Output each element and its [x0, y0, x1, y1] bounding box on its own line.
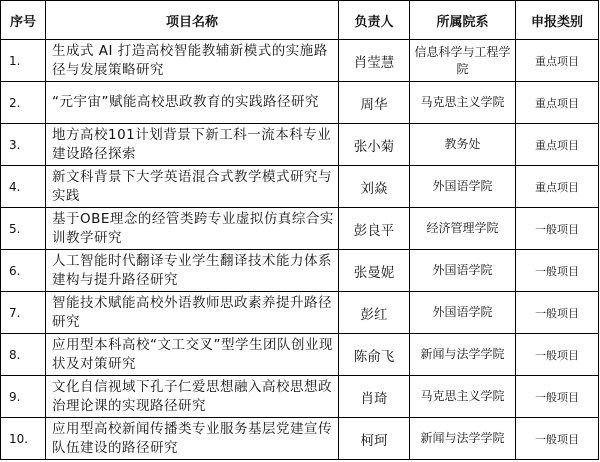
row-number: 3.: [1, 124, 46, 166]
row-number: 9.: [1, 376, 46, 418]
table-row: [1, 208, 599, 250]
college: 外国语学院: [410, 250, 516, 292]
person-in-charge: 柯珂: [339, 418, 410, 460]
category: 重点项目: [516, 82, 599, 124]
row-number: 10.: [1, 418, 46, 460]
project-name: “元宇宙”赋能高校思政教育的实践路径研究: [46, 82, 339, 124]
table-row: [1, 82, 599, 124]
person-in-charge: 肖莹慧: [339, 40, 410, 82]
person-in-charge: 张曼妮: [339, 250, 410, 292]
header-person-in-charge: 负责人: [339, 1, 410, 40]
category: 重点项目: [516, 40, 599, 82]
college: 新闻与法学学院: [410, 418, 516, 460]
college: 经济管理学院: [410, 208, 516, 250]
college: 外国语学院: [410, 292, 516, 334]
table-row: [1, 376, 599, 418]
row-number: 6.: [1, 250, 46, 292]
college: 新闻与法学学院: [410, 334, 516, 376]
project-name: 地方高校101计划背景下新工科一流本科专业建设路径探索: [46, 124, 339, 166]
project-name: 应用型高校新闻传播类专业服务基层党建宣传队伍建设的路径研究: [46, 418, 339, 460]
row-number: 4.: [1, 166, 46, 208]
project-name: 智能技术赋能高校外语教师思政素养提升路径研究: [46, 292, 339, 334]
college: 外国语学院: [410, 166, 516, 208]
table-row: [1, 166, 599, 208]
category: 重点项目: [516, 124, 599, 166]
table-row: [1, 124, 599, 166]
project-name: 新文科背景下大学英语混合式教学模式研究与实践: [46, 166, 339, 208]
table-row: [1, 40, 599, 82]
category: 一般项目: [516, 334, 599, 376]
college: 马克思主义学院: [410, 376, 516, 418]
college: 信息科学与工程学院: [410, 40, 516, 82]
table-row: [1, 334, 599, 376]
person-in-charge: 周华: [339, 82, 410, 124]
row-number: 2.: [1, 82, 46, 124]
header-serial-number: 序号: [1, 1, 46, 40]
header-category: 申报类别: [516, 1, 599, 40]
category: 一般项目: [516, 292, 599, 334]
project-name: 人工智能时代翻译专业学生翻译技术能力体系建构与提升路径研究: [46, 250, 339, 292]
row-number: 5.: [1, 208, 46, 250]
project-name: 应用型本科高校“文工交叉”型学生团队创业现状及对策研究: [46, 334, 339, 376]
college: 教务处: [410, 124, 516, 166]
person-in-charge: 彭红: [339, 292, 410, 334]
row-number: 7.: [1, 292, 46, 334]
table-row: [1, 292, 599, 334]
table-row: [1, 418, 599, 460]
category: 重点项目: [516, 166, 599, 208]
person-in-charge: 张小菊: [339, 124, 410, 166]
header-row: [1, 1, 599, 40]
person-in-charge: 刘焱: [339, 166, 410, 208]
person-in-charge: 肖琦: [339, 376, 410, 418]
row-number: 1.: [1, 40, 46, 82]
category: 一般项目: [516, 376, 599, 418]
row-number: 8.: [1, 334, 46, 376]
header-college: 所属院系: [410, 1, 516, 40]
category: 一般项目: [516, 250, 599, 292]
table-row: [1, 250, 599, 292]
project-name: 生成式 AI 打造高校智能教辅新模式的实施路径与发展策略研究: [46, 40, 339, 82]
person-in-charge: 彭良平: [339, 208, 410, 250]
project-name: 文化自信视域下孔子仁爱思想融入高校思想政治理论课的实现路径研究: [46, 376, 339, 418]
college: 马克思主义学院: [410, 82, 516, 124]
category: 一般项目: [516, 418, 599, 460]
person-in-charge: 陈俞飞: [339, 334, 410, 376]
header-project-name: 项目名称: [46, 1, 339, 40]
category: 一般项目: [516, 208, 599, 250]
project-name: 基于OBE理念的经管类跨专业虚拟仿真综合实训教学研究: [46, 208, 339, 250]
